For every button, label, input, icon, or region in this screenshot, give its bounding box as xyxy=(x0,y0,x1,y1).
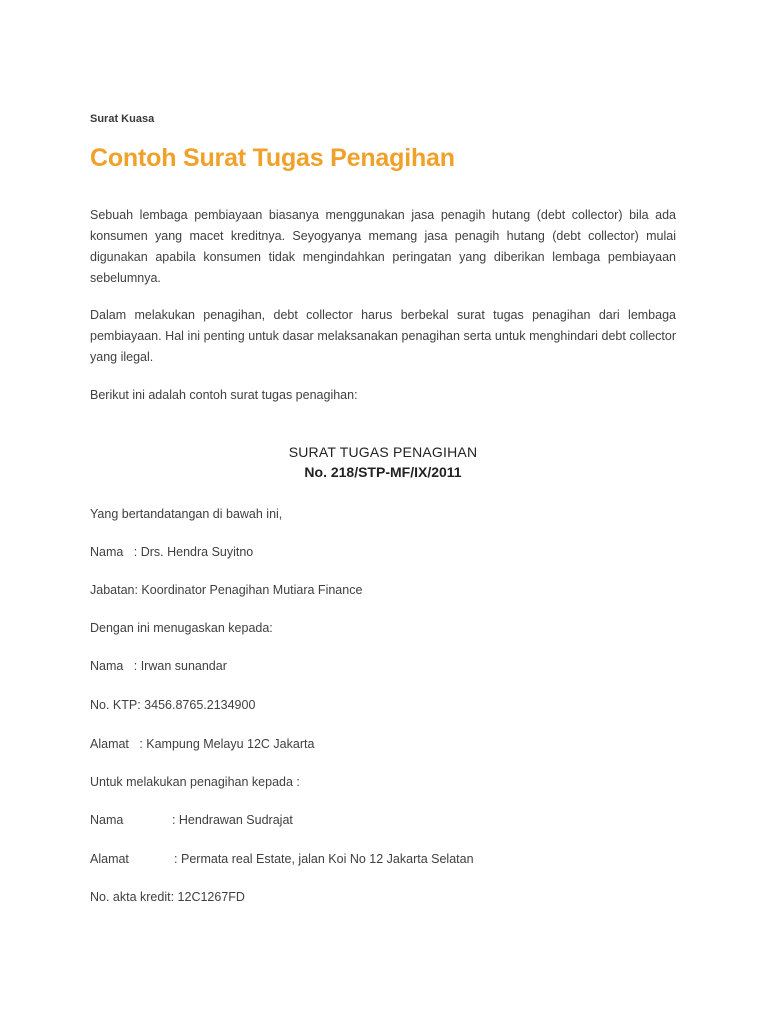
letter-line-debtor-name: Nama : Hendrawan Sudrajat xyxy=(90,813,293,827)
letter-line-assignee-ktp: No. KTP: 3456.8765.2134900 xyxy=(90,698,256,712)
letter-line-assignee-name: Nama : Irwan sunandar xyxy=(90,659,227,673)
letter-line-billing-intro: Untuk melakukan penagihan kepada : xyxy=(90,775,300,789)
letter-line-debtor-address: Alamat : Permata real Estate, jalan Koi No 12 Jakarta Selatan xyxy=(90,852,474,866)
letter-line-credit-number: No. akta kredit: 12C1267FD xyxy=(90,890,245,904)
letter-line-signer-position: Jabatan: Koordinator Penagihan Mutiara Finance xyxy=(90,583,363,597)
page-title: Contoh Surat Tugas Penagihan xyxy=(90,144,455,172)
letter-line-signer-name: Nama : Drs. Hendra Suyitno xyxy=(90,545,254,559)
intro-paragraph-1: Sebuah lembaga pembiayaan biasanya menggunakan jasa penagih hutang (debt collector) bila ada konsumen yang macet kreditnya. Seyogyanya memang jasa penagih hutang (debt collector) mulai digunakan apabila konsumen tidak mengindahkan peringatan yang diberikan lembaga pembiayaan sebelumnya. xyxy=(90,208,676,285)
letter-line-opening: Yang bertandatangan di bawah ini, xyxy=(90,507,283,521)
letter-heading: SURAT TUGAS PENAGIHAN xyxy=(288,444,478,460)
letter-line-assignment: Dengan ini menugaskan kepada: xyxy=(90,621,273,635)
letter-line-assignee-address: Alamat : Kampung Melayu 12C Jakarta xyxy=(90,737,315,751)
intro-paragraph-3: Berikut ini adalah contoh surat tugas penagihan: xyxy=(90,388,358,402)
breadcrumb-category-link[interactable]: Surat Kuasa xyxy=(90,113,155,125)
letter-number: No. 218/STP-MF/IX/2011 xyxy=(304,464,462,480)
letter-heading-block xyxy=(90,442,676,482)
intro-paragraph-2: Dalam melakukan penagihan, debt collector harus berbekal surat tugas penagihan dari lembaga pembiayaan. Hal ini penting untuk dasar melaksanakan penagihan serta untuk menghindari debt collector yang ilegal. xyxy=(90,308,676,364)
